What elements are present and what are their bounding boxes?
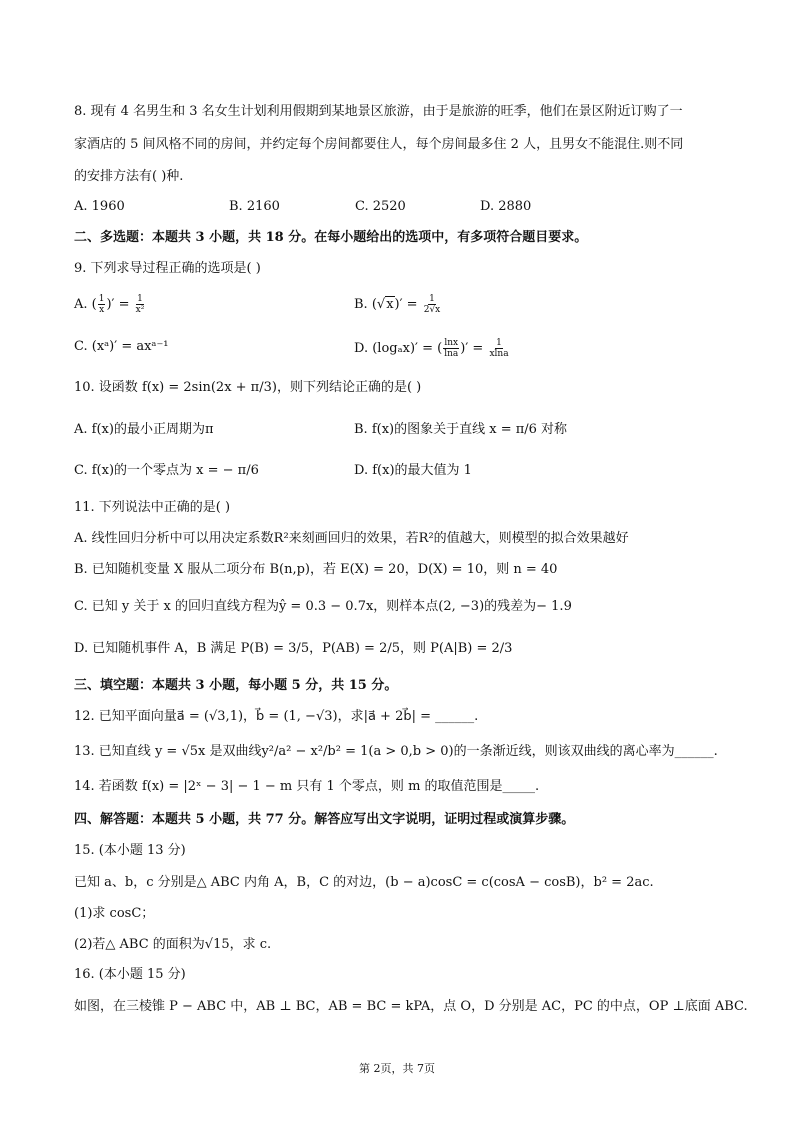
q9-option-a: A. ( $\frac{1}{x}$ )′ = $\frac{1}{\text{x²}}$ bbox=[74, 294, 145, 315]
q8-line2: 家酒店的 5 间风格不同的房间，并约定每个房间都要住人，每个房间最多住 2 人，且男女不能混住.则不同 bbox=[74, 137, 684, 152]
q9-option-c: C. (xᵃ)′ = axᵃ⁻¹ bbox=[74, 339, 169, 354]
q8-option-b: B. 2160 bbox=[229, 199, 280, 214]
q11-stem: 11. 下列说法中正确的是( ) bbox=[74, 500, 231, 515]
q10-stem: 10. 设函数 f(x) = 2sin(2x + π/3)，则下列结论正确的是( ) bbox=[74, 380, 422, 395]
q11-option-d: D. 已知随机事件 A，B 满足 P(B) = 3/5，P(AB) = 2/5，则 P(A|B) = 2/3 bbox=[74, 641, 513, 656]
q10-option-b: B. f(x)的图象关于直线 x = π/6 对称 bbox=[354, 422, 568, 437]
q9-option-a-label: A. bbox=[74, 297, 92, 312]
q10-option-c: C. f(x)的一个零点为 x = − π/6 bbox=[74, 463, 259, 478]
fraction: $\frac{1}{xlna}$ bbox=[489, 338, 509, 359]
page-number-footer: 第 2页，共 7页 bbox=[359, 1062, 435, 1075]
q8-line1: 8. 现有 4 名男生和 3 名女生计划利用假期到某地景区旅游，由于是旅游的旺季，他们在景区附近订购了一 bbox=[74, 104, 683, 119]
q9-option-d-label: D. bbox=[354, 341, 373, 356]
q11-option-b: B. 已知随机变量 X 服从二项分布 B(n,p)，若 E(X) = 20，D(X) = 10，则 n = 40 bbox=[74, 562, 558, 577]
q8-option-d: D. 2880 bbox=[480, 199, 532, 214]
q8-line3: 的安排方法有( )种. bbox=[74, 169, 184, 184]
q16-head: 16. (本小题 15 分) bbox=[74, 967, 186, 982]
q11-option-c: C. 已知 y 关于 x 的回归直线方程为ŷ = 0.3 − 0.7x，则样本点(2, −3)的残差为− 1.9 bbox=[74, 599, 572, 614]
q9-option-d: D. (logₐx)′ = ( $\frac{\ln x}{\ln a}$ )′ = $\frac{1}{xlna}$ bbox=[354, 338, 509, 359]
section-fill-in-heading: 三、填空题：本题共 3 小题，每小题 5 分，共 15 分。 bbox=[74, 678, 398, 693]
q10-option-d: D. f(x)的最大值为 1 bbox=[354, 463, 472, 478]
section-multiple-choice-heading: 二、多选题：本题共 3 小题，共 18 分。在每小题给出的选项中，有多项符合题目要求。 bbox=[74, 230, 588, 245]
q15-head: 15. (本小题 13 分) bbox=[74, 843, 186, 858]
q14: 14. 若函数 f(x) = |2ˣ − 3| − 1 − m 只有 1 个零点，则 m 的取值范围是_____. bbox=[74, 779, 540, 794]
q15-part1: (1)求 cosC； bbox=[74, 906, 155, 921]
fraction: $\frac{1}{2√x}$ bbox=[423, 294, 441, 315]
q12: 12. 已知平面向量a⃗ = (√3,1)，b⃗ = (1, −√3)，求|a⃗ + 2b⃗| = ______. bbox=[74, 709, 479, 724]
q9-option-b-label: B. bbox=[354, 297, 372, 312]
fraction: $\frac{1}{x}$ bbox=[98, 294, 105, 315]
q9-stem: 9. 下列求导过程正确的选项是( ) bbox=[74, 261, 261, 276]
q15-stem: 已知 a、b，c 分别是△ ABC 内角 A，B，C 的对边，(b − a)cosC = c(cosA − cosB)，b² = 2ac. bbox=[74, 875, 654, 890]
q8-option-a: A. 1960 bbox=[74, 199, 125, 214]
q13: 13. 已知直线 y = √5x 是双曲线y²/a² − x²/b² = 1(a > 0,b > 0)的一条渐近线，则该双曲线的离心率为______. bbox=[74, 744, 718, 759]
q9-option-b: B. (√x)′ = $\frac{1}{2√x}$ bbox=[354, 294, 441, 315]
q16-stem: 如图，在三棱锥 P − ABC 中，AB ⊥ BC，AB = BC = kPA，点 O，D 分别是 AC，PC 的中点，OP ⊥底面 ABC. bbox=[74, 999, 748, 1014]
q10-option-a: A. f(x)的最小正周期为π bbox=[74, 422, 214, 437]
q11-option-a: A. 线性回归分析中可以用决定系数R²来刻画回归的效果，若R²的值越大，则模型的拟合效果越好 bbox=[74, 531, 629, 546]
section-solutions-heading: 四、解答题：本题共 5 小题，共 77 分。解答应写出文字说明，证明过程或演算步骤。 bbox=[74, 812, 575, 827]
fraction: $\frac{1}{\text{x²}}$ bbox=[135, 294, 145, 315]
q8-option-c: C. 2520 bbox=[355, 199, 406, 214]
q15-part2: (2)若△ ABC 的面积为√15，求 c. bbox=[74, 937, 272, 952]
fraction: $\frac{\ln x}{\ln a}$ bbox=[444, 338, 459, 359]
